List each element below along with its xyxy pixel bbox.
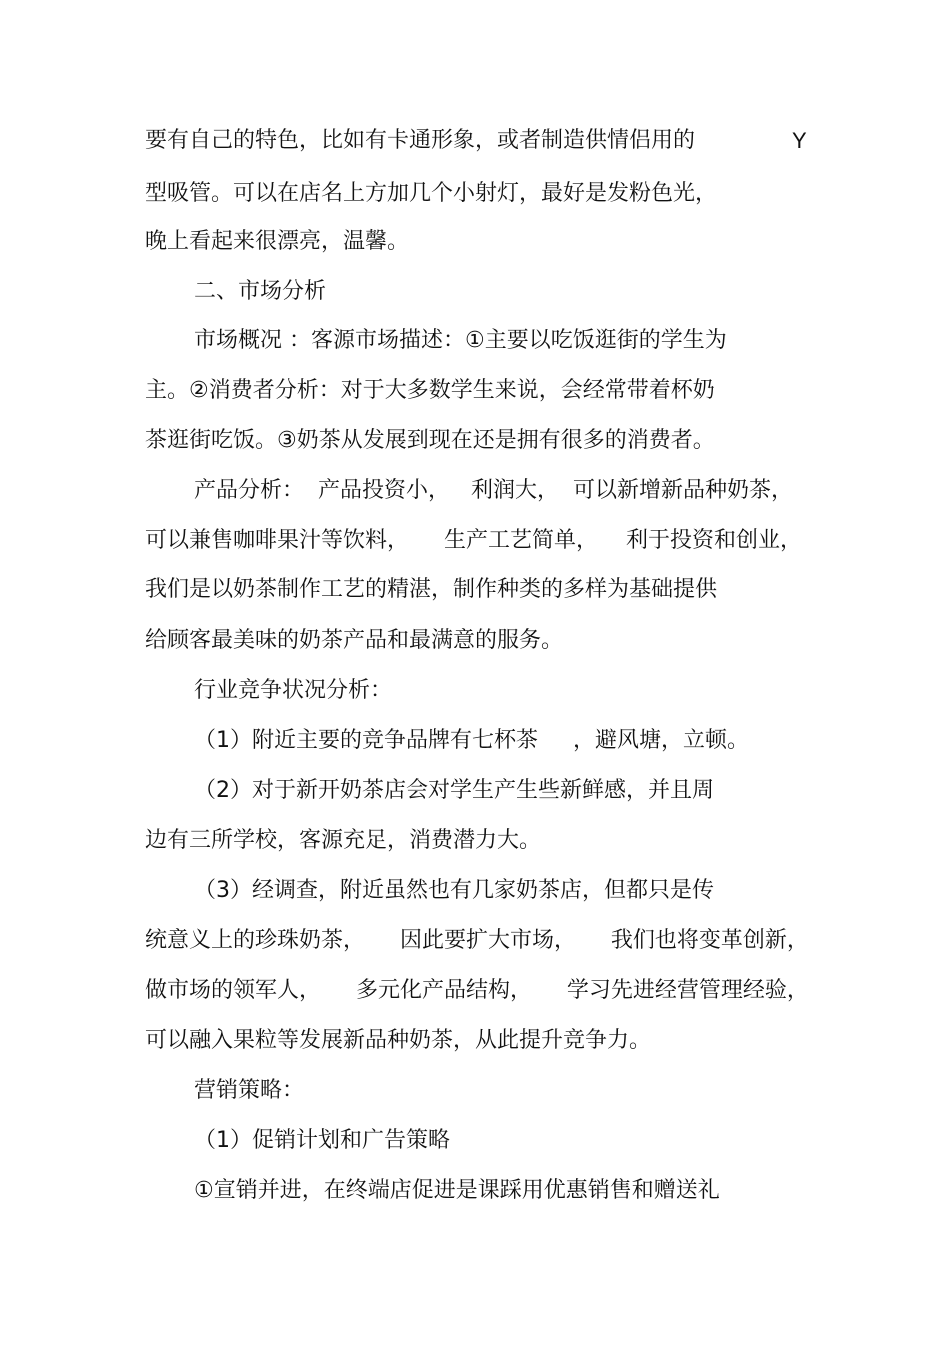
text-line-2: 型吸管。可以在店名上方加几个小射灯，最好是发粉色光， (145, 181, 718, 206)
text-line-8: 产品分析： 产品投资小， 利润大， 可以新增新品种奶茶， (194, 478, 793, 503)
text-line-3: 晚上看起来很漂亮，温馨。 (145, 229, 410, 254)
text-line-16: （3）经调查，附近虽然也有几家奶茶店，但都只是传 (194, 878, 714, 903)
text-line-9: 可以兼售咖啡果汁等饮料， 生产工艺简单， 利于投资和创业， (145, 528, 802, 553)
text-y-char: Y (792, 128, 807, 153)
text-line-17: 统意义上的珍珠奶茶， 因此要扩大市场， 我们也将变革创新， (145, 928, 809, 953)
text-line-14: （2）对于新开奶茶店会对学生产生些新鲜感，并且周 (194, 778, 714, 803)
section-heading-market-analysis: 二、市场分析 (194, 279, 327, 304)
text-line-11: 给顾客最美味的奶茶产品和最满意的服务。 (145, 628, 564, 653)
text-line-1: 要有自己的特色，比如有卡通形象，或者制造供情侣用的 (145, 128, 696, 153)
text-line-5: 市场概况 ：客源市场描述：①主要以吃饭逛街的学生为 (194, 328, 727, 353)
text-line-19: 可以融入果粒等发展新品种奶茶，从此提升竞争力。 (145, 1028, 652, 1053)
text-line-21: （1）促销计划和广告策略 (194, 1128, 450, 1153)
text-line-15: 边有三所学校，客源充足，消费潜力大。 (145, 828, 542, 853)
section-heading-marketing-strategy: 营销策略： (194, 1078, 305, 1103)
text-line-10: 我们是以奶茶制作工艺的精湛，制作种类的多样为基础提供 (145, 577, 718, 602)
text-line-7: 茶逛街吃饭。③奶茶从发展到现在还是拥有很多的消费者。 (145, 428, 715, 453)
text-line-6: 主。②消费者分析：对于大多数学生来说，会经常带着杯奶 (145, 378, 715, 403)
text-line-22: ①宣销并进，在终端店促进是课踩用优惠销售和赠送礼 (194, 1178, 720, 1203)
text-line-12: 行业竞争状况分析： (194, 678, 393, 703)
text-line-13: （1）附近主要的竞争品牌有七杯茶 ，避风塘，立顿。 (194, 728, 749, 753)
text-line-18: 做市场的领军人， 多元化产品结构， 学习先进经营管理经验， (145, 978, 809, 1003)
